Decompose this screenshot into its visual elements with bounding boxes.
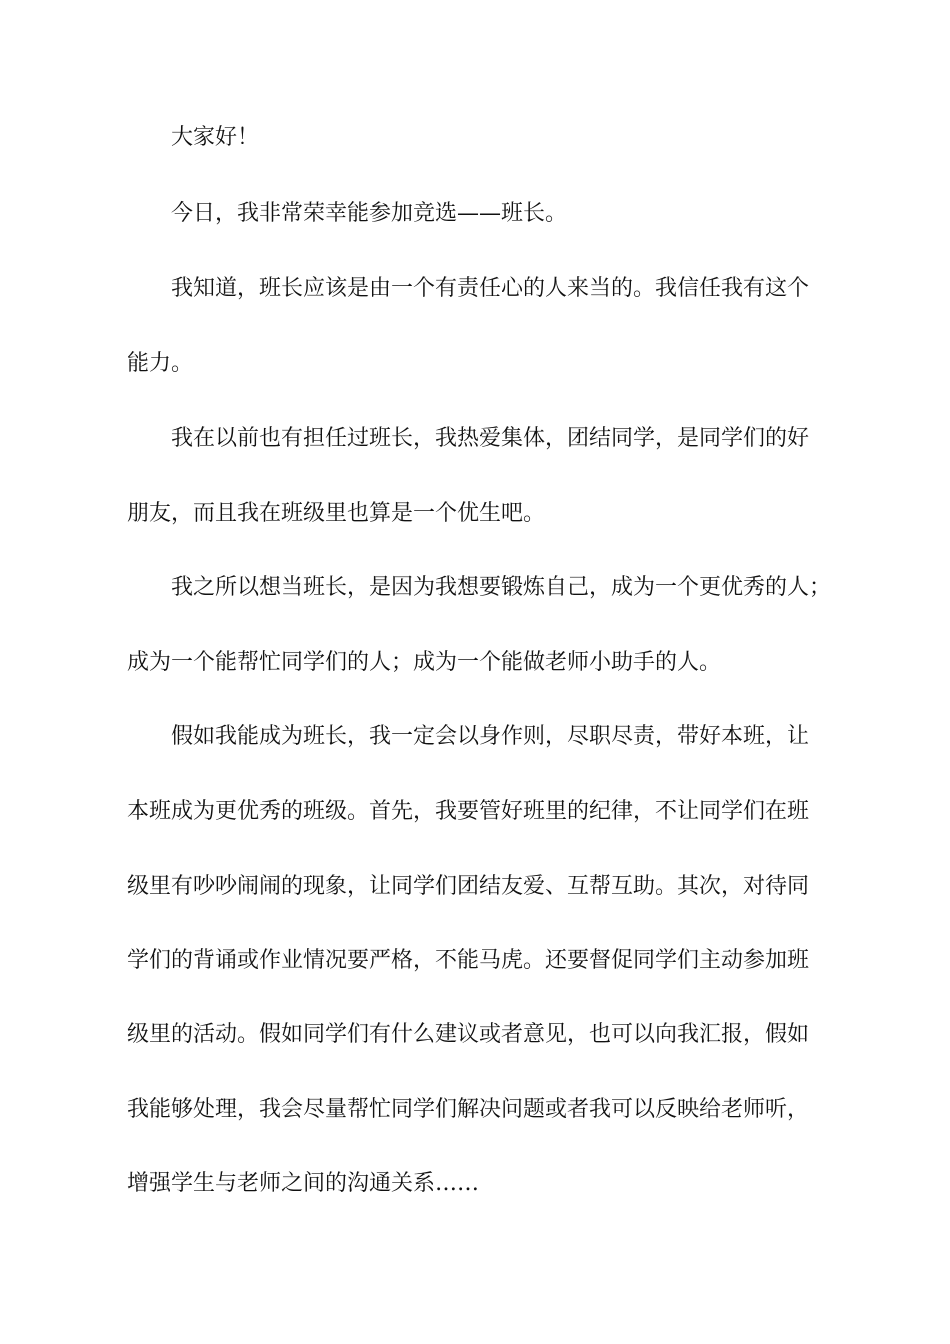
paragraph-line: 本班成为更优秀的班级。首先，我要管好班里的纪律，不让同学们在班: [127, 799, 810, 824]
paragraph-line: 我知道，班长应该是由一个有责任心的人来当的。我信任我有这个: [171, 276, 810, 301]
paragraph-line: 学们的背诵或作业情况要严格，不能马虎。还要督促同学们主动参加班: [127, 948, 810, 973]
paragraph-line: 级里的活动。假如同学们有什么建议或者意见，也可以向我汇报，假如: [127, 1022, 810, 1047]
paragraph-line: 假如我能成为班长，我一定会以身作则，尽职尽责，带好本班，让: [171, 724, 810, 749]
paragraph-line: 今日，我非常荣幸能参加竞选——班长。: [171, 201, 568, 226]
paragraph-line: 朋友，而且我在班级里也算是一个优生吧。: [127, 501, 546, 526]
paragraph-line: 级里有吵吵闹闹的现象，让同学们团结友爱、互帮互助。其次，对待同: [127, 874, 810, 899]
paragraph-line: 能力。: [127, 351, 194, 376]
paragraph-line: 我在以前也有担任过班长，我热爱集体，团结同学，是同学们的好: [171, 426, 810, 451]
paragraph-line: 我之所以想当班长，是因为我想要锻炼自己，成为一个更优秀的人；: [171, 575, 832, 600]
greeting-line: 大家好！: [171, 125, 260, 150]
paragraph-line: 成为一个能帮忙同学们的人；成为一个能做老师小助手的人。: [127, 650, 722, 675]
paragraph-line: 我能够处理，我会尽量帮忙同学们解决问题或者我可以反映给老师听，: [127, 1097, 810, 1122]
paragraph-line: 增强学生与老师之间的沟通关系……: [127, 1171, 480, 1196]
